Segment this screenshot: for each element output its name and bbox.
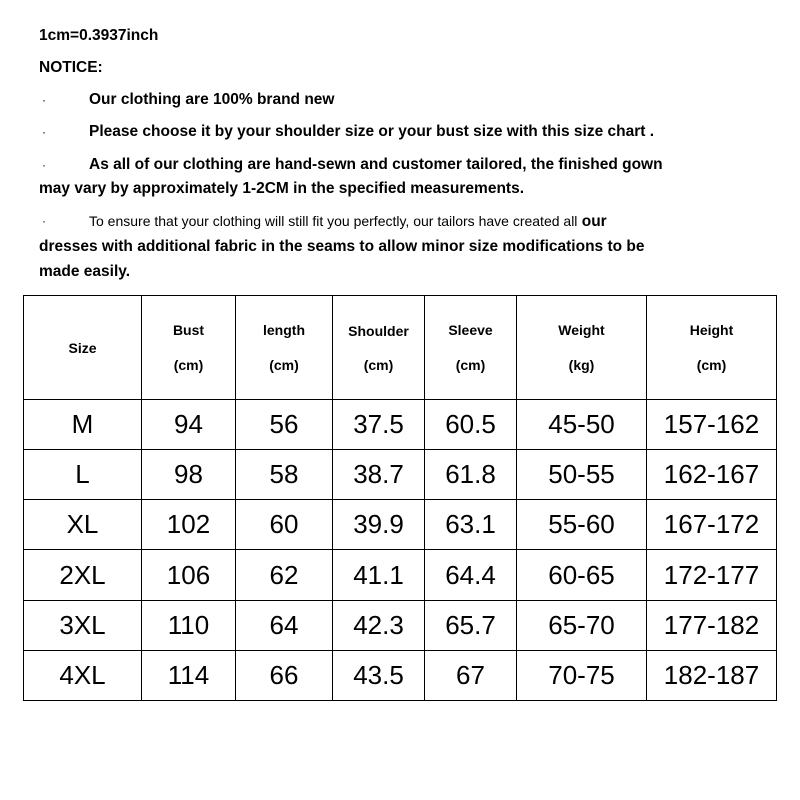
table-row	[24, 600, 777, 650]
cell-height: 162-167	[647, 450, 777, 500]
bullet-dot-icon: ·	[42, 214, 46, 228]
header-bust	[142, 296, 236, 400]
header-shoulder	[333, 296, 425, 400]
cell-size: 3XL	[24, 600, 142, 650]
cell-size: XL	[24, 500, 142, 550]
unit-conversion: 1cm=0.3937inch	[39, 27, 159, 44]
table-row	[24, 450, 777, 500]
cell-shoulder: 39.9	[333, 500, 425, 550]
header-weight-unit: (kg)	[568, 357, 595, 373]
cell-weight: 70-75	[517, 650, 647, 700]
cell-size: M	[24, 400, 142, 450]
notice-item	[39, 209, 759, 284]
cell-size: 2XL	[24, 550, 142, 600]
notice-item	[39, 122, 759, 142]
notice-item-text: Please choose it by your shoulder size or your bust size with this size chart .	[89, 123, 655, 140]
cell-weight: 55-60	[517, 500, 647, 550]
cell-bust: 106	[142, 550, 236, 600]
header-size-label: Size	[68, 339, 97, 356]
notice-item-text: Our clothing are 100% brand new	[89, 91, 335, 108]
header-shoulder-label: Shoulder	[348, 322, 409, 339]
header-sleeve-unit: (cm)	[455, 357, 486, 373]
cell-weight: 65-70	[517, 600, 647, 650]
header-bust-unit: (cm)	[173, 357, 204, 373]
cell-shoulder: 42.3	[333, 600, 425, 650]
cell-height: 167-172	[647, 500, 777, 550]
bullet-dot-icon: ·	[42, 158, 46, 172]
cell-length: 56	[236, 400, 333, 450]
header-sleeve	[425, 296, 517, 400]
header-weight	[517, 296, 647, 400]
cell-shoulder: 43.5	[333, 650, 425, 700]
cell-bust: 102	[142, 500, 236, 550]
header-height-label: Height	[689, 322, 734, 338]
cell-sleeve: 61.8	[425, 450, 517, 500]
cell-sleeve: 60.5	[425, 400, 517, 450]
cell-size: 4XL	[24, 650, 142, 700]
table-row	[24, 500, 777, 550]
cell-shoulder: 37.5	[333, 400, 425, 450]
cell-bust: 94	[142, 400, 236, 450]
cell-weight: 50-55	[517, 450, 647, 500]
notice-item	[39, 90, 759, 110]
cell-bust: 98	[142, 450, 236, 500]
cell-weight: 45-50	[517, 400, 647, 450]
header-weight-label: Weight	[558, 322, 605, 338]
cell-bust: 110	[142, 600, 236, 650]
cell-bust: 114	[142, 650, 236, 700]
notice-item-text: To ensure that your clothing will still fit you perfectly, our tailors have created all	[89, 213, 578, 229]
notice-item	[39, 153, 759, 201]
header-length	[236, 296, 333, 400]
header-bust-label: Bust	[172, 322, 205, 338]
cell-height: 182-187	[647, 650, 777, 700]
header-length-unit: (cm)	[269, 357, 299, 373]
header-height	[647, 296, 777, 400]
bullet-dot-icon: ·	[42, 125, 46, 139]
header-shoulder-unit: (cm)	[363, 356, 394, 373]
table-row	[24, 550, 777, 600]
header-sleeve-label: Sleeve	[448, 322, 493, 338]
cell-sleeve: 63.1	[425, 500, 517, 550]
cell-length: 64	[236, 600, 333, 650]
cell-length: 60	[236, 500, 333, 550]
cell-shoulder: 41.1	[333, 550, 425, 600]
size-notes	[39, 26, 759, 284]
cell-length: 62	[236, 550, 333, 600]
notice-item-text-bold: our	[581, 213, 607, 230]
cell-shoulder: 38.7	[333, 450, 425, 500]
cell-size: L	[24, 450, 142, 500]
table-row	[24, 650, 777, 700]
header-size	[24, 296, 142, 400]
notice-title: NOTICE:	[39, 59, 103, 76]
cell-weight: 60-65	[517, 550, 647, 600]
cell-sleeve: 67	[425, 650, 517, 700]
notice-item-text-continued: made easily.	[39, 263, 131, 280]
cell-length: 58	[236, 450, 333, 500]
notice-item-text-continued: may vary by approximately 1-2CM in the specified measurements.	[39, 180, 524, 197]
table-row	[24, 400, 777, 450]
bullet-dot-icon: ·	[42, 93, 46, 107]
cell-sleeve: 64.4	[425, 550, 517, 600]
cell-sleeve: 65.7	[425, 600, 517, 650]
cell-height: 172-177	[647, 550, 777, 600]
size-chart-table	[23, 295, 777, 701]
header-height-unit: (cm)	[696, 357, 727, 373]
notice-item-text-continued: dresses with additional fabric in the seams to allow minor size modifications to be	[39, 238, 645, 255]
cell-length: 66	[236, 650, 333, 700]
notice-item-text: As all of our clothing are hand-sewn and customer tailored, the finished gown	[89, 156, 663, 173]
table-header-row	[24, 296, 777, 400]
cell-height: 157-162	[647, 400, 777, 450]
cell-height: 177-182	[647, 600, 777, 650]
header-length-label: length	[263, 322, 305, 338]
